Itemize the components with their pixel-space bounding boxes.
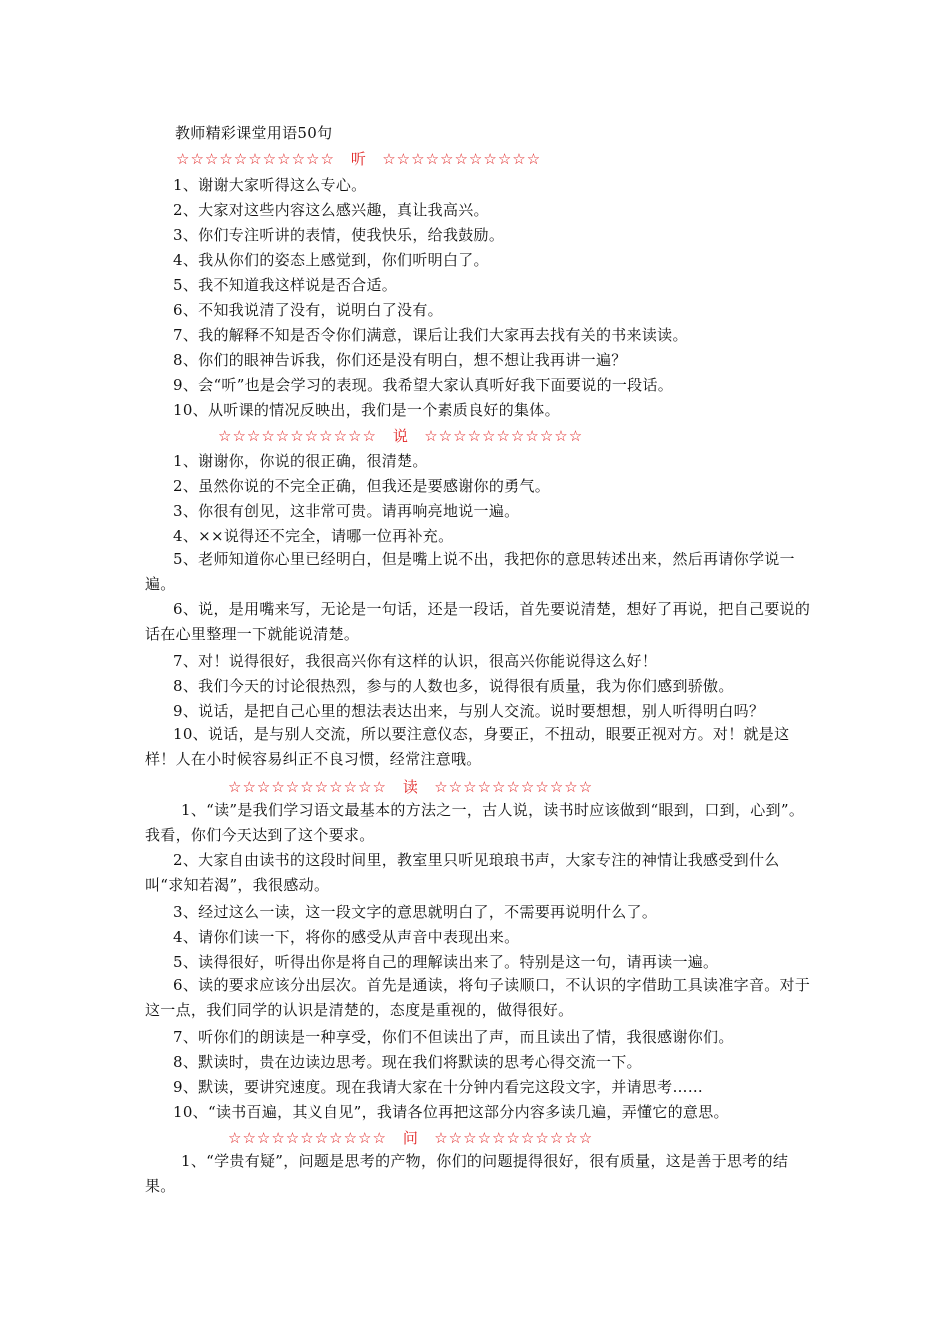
list-item: 6、读的要求应该分出层次。首先是通读，将句子读顺口，不认识的字借助工具读准字音。对于这一点，我们同学的认识是清楚的，态度是重视的，做得很好。	[145, 976, 811, 1019]
list-item: 3、你们专注听讲的表情，使我快乐，给我鼓励。	[173, 226, 505, 244]
section-label: 说	[392, 427, 409, 445]
list-item: 10、说话，是与别人交流，所以要注意仪态，身要正，不扭动，眼要正视对方。对！就是这样！人在小时候容易纠正不良习惯，经常注意哦。	[145, 725, 790, 768]
list-item: 3、经过这么一读，这一段文字的意思就明白了，不需要再说明什么了。	[173, 903, 658, 921]
list-item: 1、谢谢大家听得这么专心。	[173, 176, 367, 194]
section-label: 听	[350, 150, 367, 168]
list-item: 6、不知我说清了没有，说明白了没有。	[173, 301, 443, 319]
list-item: 5、我不知道我这样说是否合适。	[173, 276, 398, 294]
list-item: 8、我们今天的讨论很热烈，参与的人数也多，说得很有质量，我为你们感到骄傲。	[173, 677, 734, 695]
section-header-read	[228, 778, 898, 796]
list-item: 7、我的解释不知是否令你们满意，课后让我们大家再去找有关的书来读读。	[173, 326, 688, 344]
list-item: 9、会“听”也是会学习的表现。我希望大家认真听好我下面要说的一段话。	[173, 376, 674, 394]
list-item: 5、老师知道你心里已经明白，但是嘴上说不出，我把你的意思转述出来，然后再请你学说一遍。	[145, 550, 795, 593]
list-item: 2、大家自由读书的这段时间里，教室里只听见琅琅书声，大家专注的神情让我感受到什么叫“求知若渴”，我很感动。	[145, 851, 780, 894]
list-item: 8、默读时，贵在边读边思考。现在我们将默读的思考心得交流一下。	[173, 1053, 642, 1071]
section-label: 问	[402, 1129, 419, 1147]
section-header-listen	[176, 150, 846, 168]
list-item: 4、我从你们的姿态上感觉到，你们听明白了。	[173, 251, 489, 269]
list-item: 1、“读”是我们学习语文最基本的方法之一，古人说，读书时应该做到“眼到，口到，心到”。我看，你们今天达到了这个要求。	[145, 801, 805, 844]
star-divider-right: ☆☆☆☆☆☆☆☆☆☆☆	[434, 778, 594, 796]
list-item: 10、从听课的情况反映出，我们是一个素质良好的集体。	[173, 401, 560, 419]
list-item: 1、“学贵有疑”，问题是思考的产物，你们的问题提得很好，很有质量，这是善于思考的结果。	[145, 1152, 789, 1195]
list-item: 8、你们的眼神告诉我，你们还是没有明白，想不想让我再讲一遍？	[173, 351, 627, 369]
list-item: 5、读得很好，听得出你是将自己的理解读出来了。特别是这一句，请再读一遍。	[173, 953, 719, 971]
section-header-ask	[228, 1129, 898, 1147]
list-item: 9、说话，是把自己心里的想法表达出来，与别人交流。说时要想想，别人听得明白吗？	[173, 702, 765, 720]
list-item: 4、××说得还不完全，请哪一位再补充。	[173, 527, 454, 545]
star-divider-left: ☆☆☆☆☆☆☆☆☆☆☆	[228, 1129, 387, 1147]
list-item: 9、默读，要讲究速度。现在我请大家在十分钟内看完这段文字，并请思考……	[173, 1078, 704, 1096]
list-item: 7、对！说得很好，我很高兴你有这样的认识，很高兴你能说得这么好！	[173, 652, 658, 670]
star-divider-left: ☆☆☆☆☆☆☆☆☆☆☆	[176, 150, 335, 168]
list-item: 2、大家对这些内容这么感兴趣，真让我高兴。	[173, 201, 489, 219]
list-item: 6、说，是用嘴来写，无论是一句话，还是一段话，首先要说清楚，想好了再说，把自己要说的话在心里整理一下就能说清楚。	[145, 600, 811, 643]
star-divider-left: ☆☆☆☆☆☆☆☆☆☆☆	[218, 427, 377, 445]
section-label: 读	[402, 778, 419, 796]
list-item: 1、谢谢你，你说的很正确，很清楚。	[173, 452, 428, 470]
star-divider-right: ☆☆☆☆☆☆☆☆☆☆☆	[434, 1129, 594, 1147]
list-item: 4、请你们读一下，将你的感受从声音中表现出来。	[173, 928, 520, 946]
list-item: 10、“读书百遍，其义自见”，我请各位再把这部分内容多读几遍，弄懂它的意思。	[173, 1103, 729, 1121]
star-divider-right: ☆☆☆☆☆☆☆☆☆☆☆	[424, 427, 584, 445]
list-item: 3、你很有创见，这非常可贵。请再响亮地说一遍。	[173, 502, 520, 520]
list-item: 2、虽然你说的不完全正确，但我还是要感谢你的勇气。	[173, 477, 551, 495]
document-title: 教师精彩课堂用语50句	[175, 124, 333, 142]
star-divider-right: ☆☆☆☆☆☆☆☆☆☆☆	[382, 150, 542, 168]
list-item: 7、听你们的朗读是一种享受，你们不但读出了声，而且读出了情，我很感谢你们。	[173, 1028, 734, 1046]
star-divider-left: ☆☆☆☆☆☆☆☆☆☆☆	[228, 778, 387, 796]
section-header-speak	[218, 427, 888, 445]
